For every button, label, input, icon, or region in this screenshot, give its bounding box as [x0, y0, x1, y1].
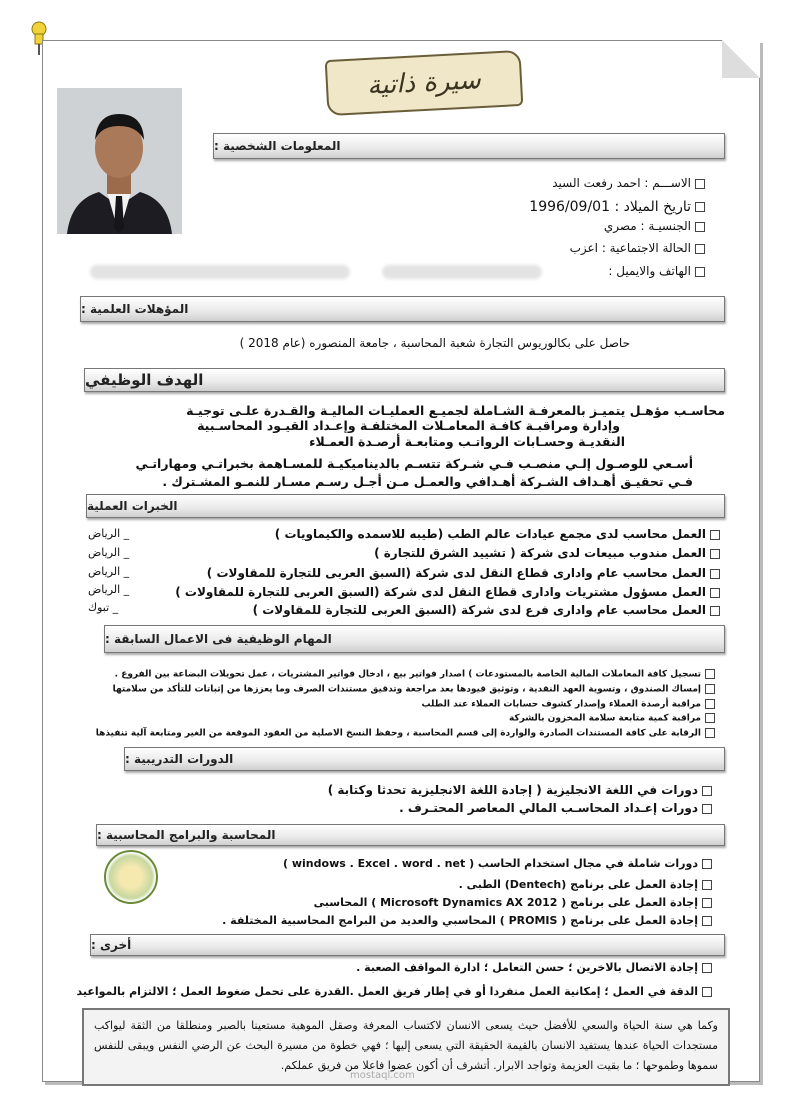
duty-item — [115, 669, 715, 680]
birth-row — [529, 199, 705, 215]
course-item — [399, 801, 712, 815]
experience-item — [207, 566, 720, 580]
experience-item — [175, 585, 720, 599]
duty-text: إمساك الصندوق ، وتسوية العهد النقدية ، وتوثيق قيودها بعد مراجعة وتدقيق مستندات الصرف وما يعززها من إثباتات للتأكد من سلامتها — [112, 684, 701, 695]
course-item — [328, 783, 712, 797]
bullet-icon — [695, 222, 705, 232]
section-label: الخبرات العملية — [87, 499, 178, 513]
section-skills — [96, 824, 725, 846]
skill-text: إجادة العمل على برنامج ( Microsoft Dynamics AX 2012 ) المحاسبى — [313, 896, 698, 909]
experience-text: العمل محاسب عام وادارى قطاع النقل لدى شركة (السبق العربى للتجارة للمقاولات ) — [206, 566, 706, 580]
section-label: الهدف الوظيفي — [85, 371, 204, 389]
qualification-text: حاصل على بكالوريوس التجارة شعبة المحاسبة ، جامعة المنصوره (عام 2018 ) — [239, 336, 630, 350]
duty-item — [422, 699, 715, 710]
objective-line: النقديـة وحسـابات الرواتـب ومتابعـة أرصـدة العمـلاء — [309, 434, 625, 449]
experience-city: _ الرياض — [88, 565, 130, 578]
redacted-phone — [382, 265, 542, 279]
section-label: المحاسبة والبرامج المحاسبية : — [97, 828, 276, 842]
experience-city: _ الرياض — [88, 527, 130, 540]
objective-line: فـي تحقيـق أهـداف الشـركة أهـدافي والعمـل مـن أجـل رسـم مسـار للنمـو المشـترك . — [162, 474, 693, 489]
duty-text: الرقابة على كافة المستندات الصادرة والواردة إلى قسم المحاسبة ، وحفظ النسخ الاصلية من العقود الموقعة من الغير ومتابعة آلية تنفيذها — [95, 728, 701, 739]
experience-city: _ الرياض — [88, 583, 130, 596]
bullet-icon — [710, 569, 720, 579]
marital-value: الحالة الاجتماعية : اعزب — [569, 241, 691, 255]
section-courses — [124, 747, 725, 771]
bullet-icon — [710, 606, 720, 616]
bullet-icon — [695, 179, 705, 189]
section-objective — [84, 368, 725, 392]
profile-photo — [57, 88, 182, 234]
bullet-icon — [710, 549, 720, 559]
experience-city: _ الرياض — [88, 546, 130, 559]
experience-item — [275, 527, 720, 541]
redacted-email — [90, 265, 350, 279]
watermark: mostaql.com — [350, 1070, 415, 1081]
birth-value: تاريخ الميلاد : 1996/09/01 — [529, 199, 691, 215]
other-item — [77, 985, 713, 998]
section-other — [90, 934, 725, 956]
duty-item — [509, 713, 715, 724]
experience-text: العمل مندوب مبيعات لدى شركة ( تشييد الشرق للتجارة ) — [374, 546, 706, 560]
bullet-icon — [695, 244, 705, 254]
bullet-icon — [702, 859, 712, 869]
duty-text: مراقبة أرصدة العملاء وإصدار كشوف حسابات العملاء عند الطلب — [421, 699, 701, 710]
name-row — [552, 176, 705, 190]
section-duties — [104, 625, 725, 653]
section-label: أخرى : — [91, 938, 132, 952]
page-fold — [722, 40, 760, 78]
objective-line: أسـعي للوصـول إلـي منصـب فـي شـركة تتسـم بالديناميكيـة للمسـاهمة بخبراتـي ومهاراتـي — [135, 456, 693, 471]
skill-item — [314, 896, 712, 909]
bullet-icon — [705, 684, 715, 694]
course-text: دورات في اللغة الانجليزية ( إجادة اللغة الانجليزية تحدثا وكتابة ) — [327, 783, 698, 797]
duty-text: تسجيل كافة المعاملات المالية الخاصة بالمستودعات ) اصدار فواتير بيع ، ادخال فواتير المشتريات ، عمل تحويلات البضاعة بين الفروع . — [114, 669, 701, 680]
section-label: المؤهلات العلمية : — [81, 302, 189, 316]
section-label: المهام الوظيفية فى الاعمال السابقة : — [105, 632, 332, 646]
duty-text: مراقبة كمية متابعة سلامة المخزون بالشركة — [508, 713, 701, 724]
skill-text: دورات شاملة في مجال استخدام الحاسب ( windows . Excel . word . net ) — [283, 857, 698, 870]
bullet-icon — [705, 713, 715, 723]
name-value: الاســـم : احمد رفعت السيد — [552, 176, 691, 190]
section-experience — [86, 494, 725, 518]
other-text: الدقة في العمل ؛ إمكانية العمل منفردا أو في إطار فريق العمل .القدرة على تحمل ضغوط العمل ؛ الالتزام بالمواعيد — [76, 985, 698, 998]
objective-line: محاسـب مؤهـل يتميـز بالمعرفـة الشـاملة لجميـع العمليـات الماليـة والقـدرة علـى توجيـة — [186, 403, 725, 418]
skill-text: إجادة العمل على برنامج ( PROMIS ) المحاسبي والعديد من البرامج المحاسبية المختلفة . — [222, 914, 698, 927]
skill-item — [283, 857, 712, 870]
experience-city: _ تبوك — [88, 601, 119, 614]
experience-text: العمل محاسب لدى مجمع عيادات عالم الطب (طيبه للاسمده والكيماويات ) — [274, 527, 706, 541]
bullet-icon — [705, 699, 715, 709]
bullet-icon — [702, 880, 712, 890]
contact-row — [608, 264, 705, 278]
bullet-icon — [702, 916, 712, 926]
section-personal-info — [213, 133, 725, 159]
bullet-icon — [702, 898, 712, 908]
bullet-icon — [702, 987, 712, 997]
experience-text: العمل مسؤول مشتريات وادارى قطاع النقل لدى شركة (السبق العربى للتجارة للمقاولات ) — [175, 585, 706, 599]
section-label: الدورات التدريبية : — [125, 752, 234, 766]
bullet-icon — [702, 786, 712, 796]
bullet-icon — [695, 267, 705, 277]
bullet-icon — [705, 728, 715, 738]
contact-label: الهاتف والايميل : — [608, 264, 691, 278]
nationality-row — [604, 219, 705, 233]
bullet-icon — [710, 588, 720, 598]
objective-line: وإدارة ومراقبـة كافـة المعامـلات المختلفـة وإعـداد القيـود المحاسـبية — [197, 418, 620, 433]
university-seal-icon — [104, 850, 158, 904]
other-text: إجادة الاتصال بالاخرين ؛ حسن التعامل ؛ ادارة المواقف الصعبة . — [356, 961, 698, 974]
cv-title: سيرة ذاتية — [325, 50, 524, 116]
bullet-icon — [705, 669, 715, 679]
skill-item — [222, 914, 712, 927]
experience-item — [253, 603, 720, 617]
skill-text: إجادة العمل على برنامج (Dentech) الطبى . — [458, 878, 698, 891]
bullet-icon — [710, 530, 720, 540]
course-text: دورات إعـداد المحاسـب المالي المعاصر المحتـرف . — [399, 801, 698, 815]
other-item — [356, 961, 712, 974]
marital-row — [570, 241, 705, 255]
nationality-value: الجنسيـة : مصري — [603, 219, 691, 233]
experience-text: العمل محاسب عام وادارى فرع لدى شركة (السبق العربى للتجارة للمقاولات ) — [252, 603, 706, 617]
closing-statement: وكما هي سنة الحياة والسعي للأفضل حيث يسعى الانسان لاكتساب المعرفة وصقل الموهبة مستعينا بالصبر ومنطلقا من الثقة ليواكب مستجدات الحياة عندها يستفيد الانسان بالقيمة الحقيقة التي يسعى إليها ؛ فهي خطوة من مسيرة البحث عن الرضي النفس ويبقى للنفس سموها وطموحها ؛ ما بقيت العزيمة وتواجد الابرار. أتشرف أن أكون عضوا فاعلا من فريق عملكم. — [82, 1008, 730, 1086]
skill-item — [459, 878, 712, 891]
experience-item — [374, 546, 720, 560]
bullet-icon — [702, 804, 712, 814]
duty-item — [96, 728, 715, 739]
bullet-icon — [695, 202, 705, 212]
section-qualifications — [80, 296, 725, 322]
section-label: المعلومات الشخصية : — [214, 139, 341, 153]
duty-item — [113, 684, 715, 695]
bullet-icon — [702, 963, 712, 973]
